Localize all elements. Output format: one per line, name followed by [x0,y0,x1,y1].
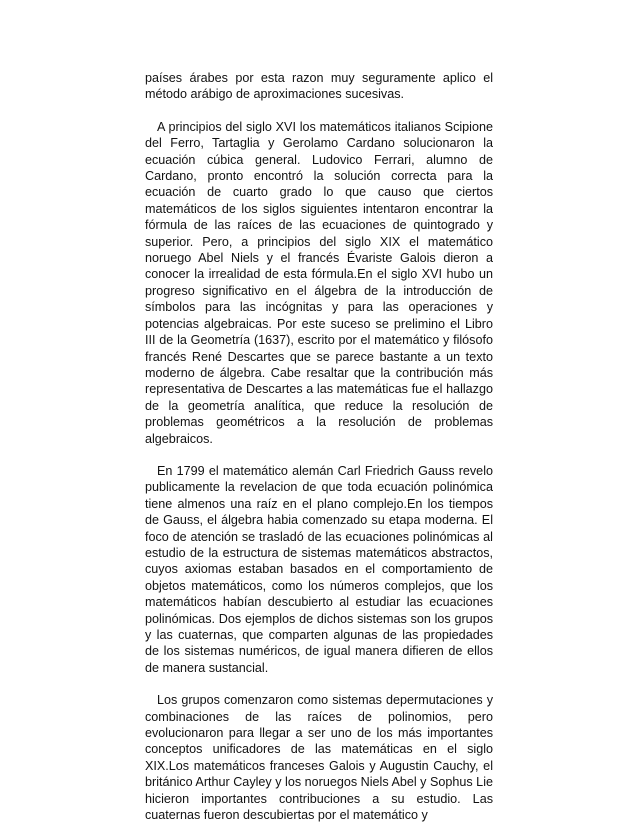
paragraph: países árabes por esta razon muy seguramente aplico el método arábigo de aproximaciones sucesivas. [145,71,493,102]
paragraph: A principios del siglo XVI los matemáticos italianos Scipione del Ferro, Tartaglia y Gerolamo Cardano solucionaron la ecuación cúbica general. Ludovico Ferrari, alumno de Cardano, pronto encontró la solución correcta para la ecuación de cuarto grado lo que causo que ciertos matemáticos de los siglos siguientes intentaron encontrar la fórmula de las raíces de las ecuaciones de quintogrado y superior. Pero, a principios del siglo XIX el matemático noruego Abel Niels y el francés Évariste Galois dieron a conocer la irrealidad de esta fórmula.En el siglo XVI hubo un progreso significativo en el álgebra de la introducción de símbolos para las incógnitas y para las operaciones y potencias algebraicas. Por este suceso se prelimino el Libro III de la Geometría (1637), escrito por el matemático y filósofo francés René Descartes que se parece bastante a un texto moderno de álgebra. Cabe resaltar que la contribución más representativa de Descartes a las matemáticas fue el hallazgo de la geometría analítica, que reduce la resolución de problemas geométricos a la resolución de problemas algebraicos. [145,119,493,446]
paragraph: Los grupos comenzaron como sistemas depermutaciones y combinaciones de las raíces de polinomios, pero evolucionaron para llegar a ser uno de los más importantes conceptos unificadores de las matemáticas en el siglo XIX.Los matemáticos franceses Galois y Augustin Cauchy, el británico Arthur Cayley y los noruegos Niels Abel y Sophus Lie hicieron importantes contribuciones a su estudio. Las cuaternas fueron descubiertas por el matemático y [145,693,493,823]
body-text [145,70,493,823]
paragraph: En 1799 el matemático alemán Carl Friedrich Gauss revelo publicamente la revelacion de que toda ecuación polinómica tiene almenos una raíz en el plano complejo.En los tiempos de Gauss, el álgebra habia comenzado su etapa moderna. El foco de atención se trasladó de las ecuaciones polinómicas al estudio de la estructura de sistemas matemáticos abstractos, cuyos axiomas estaban basados en el comportamiento de objetos matemáticos, como los números complejos, que los matemáticos habían descubierto al estudiar las ecuaciones polinómicas. Dos ejemplos de dichos sistemas son los grupos y las cuaternas, que comparten algunas de las propiedades de los sistemas numéricos, de igual manera difieren de ellos de manera sustancial. [145,463,493,675]
